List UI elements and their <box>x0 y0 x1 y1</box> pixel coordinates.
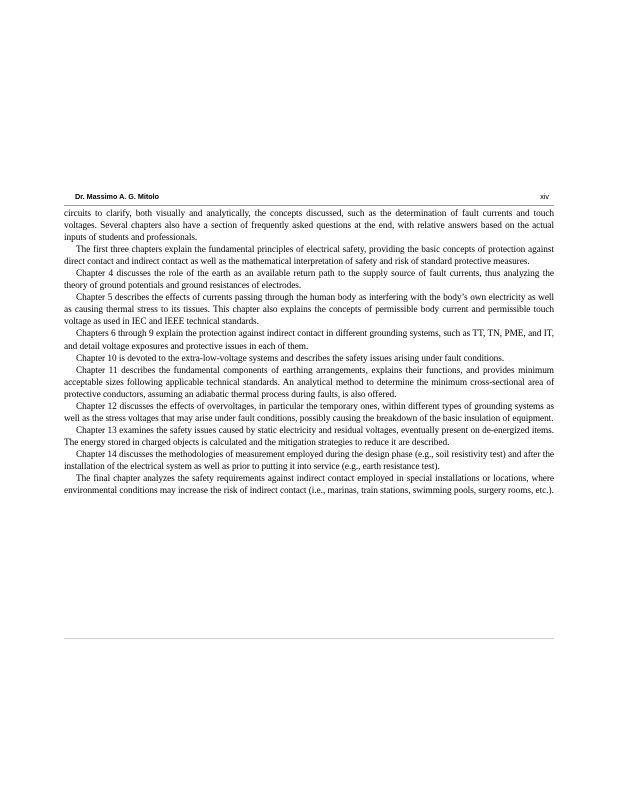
paragraph-chapters-6-9: Chapters 6 through 9 explain the protection against indirect contact in different grounding systems, such as TT, TN, PME, and IT, and detail voltage exposures and protective issues in each of them. <box>64 329 554 352</box>
body-text <box>64 208 554 497</box>
paragraph-chapter-13: Chapter 13 examines the safety issues caused by static electricity and residual voltages, eventually present on de-energized items. The energy stored in charged objects is calculated and the mitigation strategies to reduce it are described. <box>64 425 554 448</box>
paragraph-chapter-10: Chapter 10 is devoted to the extra-low-voltage systems and describes the safety issues arising under fault conditions. <box>76 353 505 364</box>
paragraph-chapter-14: Chapter 14 discusses the methodologies of measurement employed during the design phase (e.g., soil resistivity test) and after the installation of the electrical system as well as prior to putting it into service (e.g., earth resistance test). <box>64 449 554 472</box>
header-author: Dr. Massimo A. G. Mitolo <box>75 192 159 201</box>
paragraph-final-chapter: The final chapter analyzes the safety requirements against indirect contact employed in special installations or locations, where environmental conditions may increase the risk of indirect contact (i.e., marinas, train stations, swimming pools, surgery rooms, etc.). <box>64 474 554 497</box>
paragraph-continuation: circuits to clarify, both visually and analytically, the concepts discussed, such as the determination of fault currents and touch voltages. Several chapters also have a section of frequently asked questions at the end, with relative answers based on the actual inputs of students and professionals. <box>64 209 554 244</box>
paragraph-chapter-12: Chapter 12 discusses the effects of overvoltages, in particular the temporary ones, within different types of grounding systems as well as the stress voltages that may arise under fault conditions, possibly causing the breakdown of the basic insulation of equipment. <box>64 401 554 424</box>
paragraph-chapter-11: Chapter 11 describes the fundamental components of earthing arrangements, explains their functions, and provides minimum acceptable sizes following applicable technical standards. An analytical method to determine the minimum cross-sectional area of protective conductors, assuming an adiabatic thermal process during faults, is also offered. <box>64 365 554 400</box>
paragraph-chapter-4: Chapter 4 discusses the role of the earth as an available return path to the supply source of fault currents, thus analyzing the theory of ground potentials and ground resistances of electrodes. <box>64 269 554 292</box>
running-header <box>64 190 554 204</box>
footer-divider <box>64 638 554 639</box>
paragraph-chapter-5: Chapter 5 describes the effects of currents passing through the human body as interfering with the body’s own electricity as well as causing thermal stress to its tissues. This chapter also explains the concepts of permissible body current and permissible touch voltage as used in IEC and IEEE technical standards. <box>64 293 554 328</box>
header-divider <box>64 205 554 206</box>
paragraph-chapters-1-3: The first three chapters explain the fundamental principles of electrical safety, providing the basic concepts of protection against direct contact and indirect contact as well as the mathematical interpretation of safety and risk of standard protective measures. <box>64 245 554 268</box>
header-page-number: xiv <box>540 192 549 201</box>
